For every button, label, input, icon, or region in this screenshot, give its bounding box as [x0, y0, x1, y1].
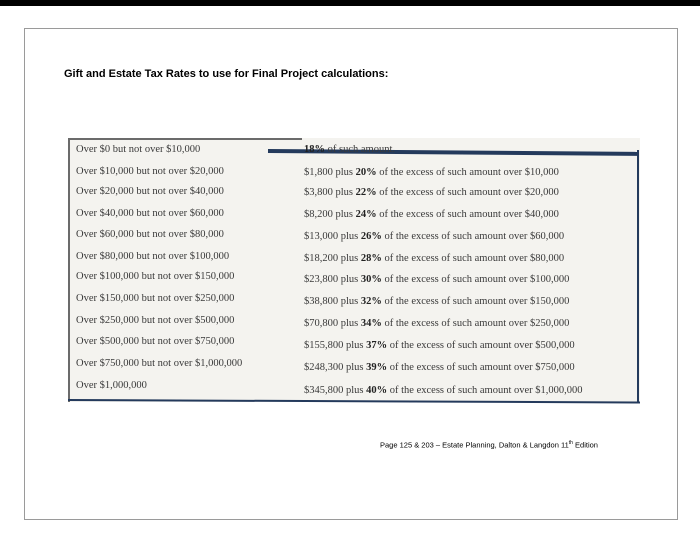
tax-rate-table: [68, 138, 640, 402]
bracket-range: Over $80,000 but not over $100,000: [76, 251, 230, 262]
bracket-range: Over $500,000 but not over $750,000: [76, 336, 235, 347]
bracket-rate: $13,000 plus 26% of the excess of such amount over $60,000: [304, 230, 565, 242]
bracket-rate: $248,300 plus 39% of the excess of such amount over $750,000: [304, 362, 575, 374]
table-row: [68, 293, 640, 313]
bracket-rate: $345,800 plus 40% of the excess of such amount over $1,000,000: [304, 384, 583, 396]
bracket-range: Over $20,000 but not over $40,000: [76, 186, 224, 197]
citation-superscript: th: [568, 440, 573, 446]
bracket-range: Over $10,000 but not over $20,000: [76, 166, 224, 177]
bracket-range: Over $100,000 but not over $150,000: [76, 271, 235, 282]
rate-percent: 22%: [355, 187, 377, 198]
table-top-rule: [68, 138, 302, 140]
bracket-range: Over $0 but not over $10,000: [76, 144, 201, 155]
bracket-range: Over $150,000 but not over $250,000: [76, 293, 235, 304]
bracket-rate: $38,800 plus 32% of the excess of such amount over $150,000: [304, 296, 570, 307]
rate-percent: 34%: [360, 318, 382, 330]
bracket-range: Over $40,000 but not over $60,000: [76, 208, 224, 219]
bracket-range: Over $250,000 but not over $500,000: [76, 315, 235, 326]
bracket-rate: $18,200 plus 28% of the excess of such amount over $80,000: [304, 253, 565, 265]
bracket-rate: $155,800 plus 37% of the excess of such amount over $500,000: [304, 339, 575, 351]
table-row: [68, 144, 640, 164]
table-row: [68, 336, 640, 356]
table-row: [68, 186, 640, 206]
bracket-rate: $1,800 plus 20% of the excess of such amount over $10,000: [304, 166, 559, 178]
bracket-rate: $8,200 plus 24% of the excess of such amount over $40,000: [304, 209, 559, 221]
rate-percent: 32%: [360, 296, 382, 307]
citation-tail: Edition: [572, 440, 598, 450]
bracket-rate: $23,800 plus 30% of the excess of such amount over $100,000: [304, 273, 570, 285]
table-row: [68, 358, 640, 378]
rate-percent: 30%: [360, 273, 382, 285]
rate-percent: 37%: [366, 339, 388, 351]
table-row: [68, 251, 640, 271]
table-row: [68, 166, 640, 186]
rate-percent: 20%: [355, 166, 377, 178]
rate-percent: 40%: [366, 384, 388, 396]
table-row: [68, 208, 640, 228]
table-row: [68, 315, 640, 335]
top-border: [0, 0, 700, 6]
bracket-rate: $3,800 plus 22% of the excess of such amount over $20,000: [304, 187, 559, 198]
table-row: [68, 229, 640, 249]
rate-percent: 28%: [360, 253, 382, 265]
page-citation: [380, 440, 598, 450]
bracket-range: Over $1,000,000: [76, 380, 147, 391]
bracket-rate: 18% of such amount.: [304, 144, 395, 155]
bracket-range: Over $750,000 but not over $1,000,000: [76, 358, 243, 369]
bracket-range: Over $60,000 but not over $80,000: [76, 229, 224, 240]
citation-text: Page 125 & 203 – Estate Planning, Dalton & Langdon 11: [380, 440, 569, 450]
rate-percent: 26%: [360, 230, 382, 242]
table-row: [68, 271, 640, 291]
table-row: [68, 380, 640, 400]
rate-percent: 39%: [366, 362, 388, 374]
rate-percent: 18%: [304, 144, 325, 155]
page-heading: Gift and Estate Tax Rates to use for Final Project calculations:: [64, 68, 389, 80]
bracket-rate: $70,800 plus 34% of the excess of such amount over $250,000: [304, 318, 570, 330]
rate-percent: 24%: [355, 209, 377, 221]
